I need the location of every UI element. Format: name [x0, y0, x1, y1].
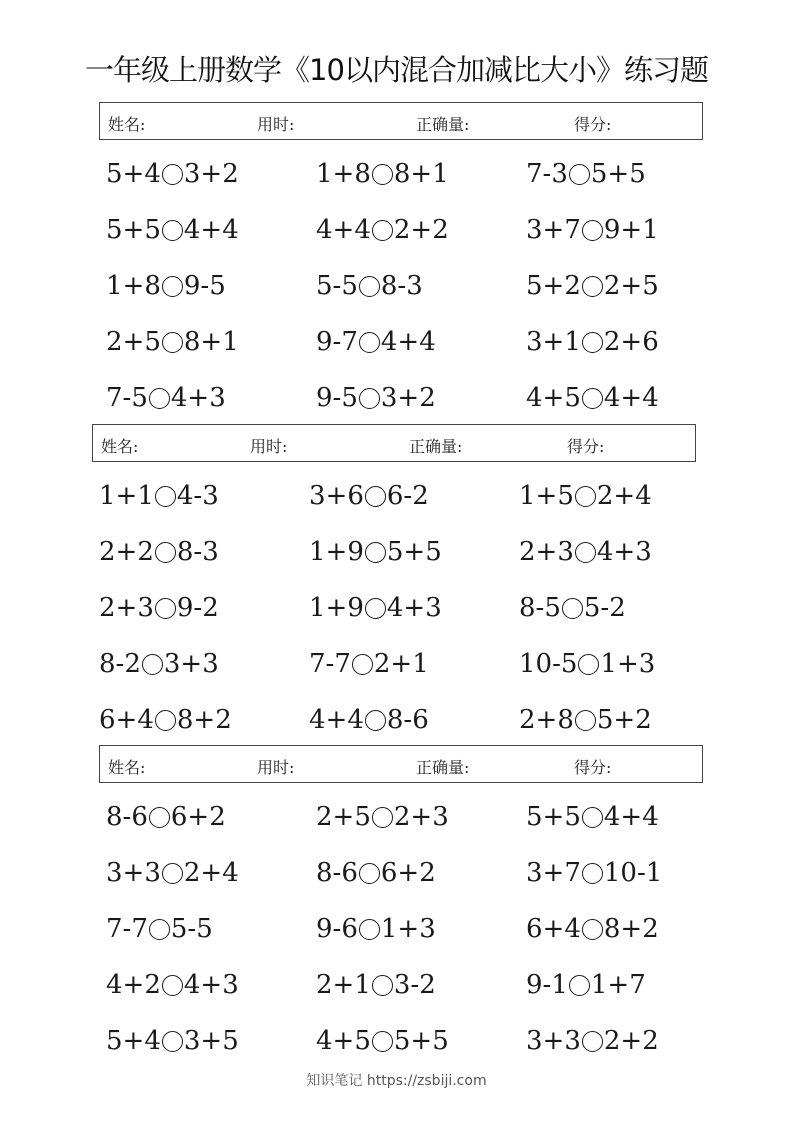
- comparison-problem: [316, 378, 436, 418]
- left-expression: 2+5: [316, 802, 371, 832]
- comparison-problem: [106, 266, 226, 306]
- score-label: 得分:: [567, 437, 605, 456]
- comparison-problem: [309, 476, 429, 516]
- correct-label: 正确量:: [409, 437, 463, 456]
- left-expression: 3+1: [526, 327, 581, 357]
- right-expression: 2+5: [603, 271, 659, 301]
- comparison-problem: [106, 909, 213, 949]
- right-expression: 2+4: [183, 858, 239, 888]
- answer-circle[interactable]: [359, 332, 380, 353]
- comparison-problem: [309, 644, 429, 684]
- page-title: 一年级上册数学《10以内混合加减比大小》练习题: [85, 53, 708, 87]
- answer-circle[interactable]: [162, 220, 183, 241]
- comparison-problem: [106, 378, 226, 418]
- answer-circle[interactable]: [365, 486, 386, 507]
- student-info-box-2: [92, 424, 696, 462]
- student-info-box-1: [99, 102, 703, 140]
- answer-circle[interactable]: [162, 1031, 183, 1052]
- left-expression: 2+8: [519, 705, 574, 735]
- left-expression: 9-7: [316, 327, 358, 357]
- right-expression: 4-3: [176, 481, 219, 511]
- left-expression: 1+5: [519, 481, 574, 511]
- answer-circle[interactable]: [372, 807, 393, 828]
- right-expression: 4+4: [603, 802, 659, 832]
- answer-circle[interactable]: [372, 164, 393, 185]
- answer-circle[interactable]: [575, 486, 596, 507]
- left-expression: 8-6: [316, 858, 358, 888]
- right-expression: 3+3: [163, 649, 219, 679]
- answer-circle[interactable]: [162, 975, 183, 996]
- left-expression: 7-7: [309, 649, 351, 679]
- left-expression: 1+9: [309, 593, 364, 623]
- comparison-problem: [526, 1021, 659, 1061]
- comparison-problem: [526, 378, 659, 418]
- right-expression: 5+5: [590, 159, 646, 189]
- right-expression: 8+1: [183, 327, 239, 357]
- comparison-problem: [99, 476, 219, 516]
- left-expression: 3+3: [526, 1026, 581, 1056]
- right-expression: 5+5: [386, 537, 442, 567]
- comparison-problem: [99, 644, 219, 684]
- left-expression: 8-2: [99, 649, 141, 679]
- right-expression: 4+3: [596, 537, 652, 567]
- right-expression: 8+2: [603, 914, 659, 944]
- comparison-problem: [316, 322, 436, 362]
- left-expression: 1+9: [309, 537, 364, 567]
- comparison-problem: [526, 853, 662, 893]
- footer-watermark: 知识笔记 https://zsbiji.com: [306, 1073, 487, 1089]
- right-expression: 4+3: [183, 970, 239, 1000]
- answer-circle[interactable]: [365, 598, 386, 619]
- left-expression: 7-5: [106, 383, 148, 413]
- left-expression: 8-6: [106, 802, 148, 832]
- left-expression: 6+4: [99, 705, 154, 735]
- time-label: 用时:: [257, 758, 295, 777]
- name-label: 姓名:: [108, 115, 146, 134]
- answer-circle[interactable]: [162, 863, 183, 884]
- left-expression: 3+7: [526, 858, 581, 888]
- left-expression: 9-6: [316, 914, 358, 944]
- answer-circle[interactable]: [569, 164, 590, 185]
- right-expression: 6+2: [170, 802, 226, 832]
- comparison-problem: [526, 797, 659, 837]
- score-label: 得分:: [574, 758, 612, 777]
- comparison-problem: [99, 532, 219, 572]
- comparison-problem: [99, 700, 232, 740]
- answer-circle[interactable]: [149, 388, 170, 409]
- left-expression: 4+4: [309, 705, 364, 735]
- right-expression: 4+4: [603, 383, 659, 413]
- right-expression: 5-5: [170, 914, 213, 944]
- comparison-problem: [526, 210, 659, 250]
- answer-circle[interactable]: [372, 975, 393, 996]
- left-expression: 1+1: [99, 481, 154, 511]
- right-expression: 2+4: [596, 481, 652, 511]
- answer-circle[interactable]: [149, 919, 170, 940]
- right-expression: 3+2: [183, 159, 239, 189]
- right-expression: 1+7: [590, 970, 646, 1000]
- answer-circle[interactable]: [582, 807, 603, 828]
- left-expression: 3+6: [309, 481, 364, 511]
- answer-circle[interactable]: [569, 975, 590, 996]
- right-expression: 5+5: [393, 1026, 449, 1056]
- comparison-problem: [316, 965, 436, 1005]
- left-expression: 4+4: [316, 215, 371, 245]
- name-label: 姓名:: [108, 758, 146, 777]
- right-expression: 6-2: [386, 481, 429, 511]
- comparison-problem: [106, 1021, 239, 1061]
- right-expression: 5+2: [596, 705, 652, 735]
- score-label: 得分:: [574, 115, 612, 134]
- comparison-problem: [316, 210, 449, 250]
- left-expression: 6+4: [526, 914, 581, 944]
- left-expression: 2+2: [99, 537, 154, 567]
- answer-circle[interactable]: [155, 486, 176, 507]
- right-expression: 2+1: [373, 649, 429, 679]
- left-expression: 3+7: [526, 215, 581, 245]
- right-expression: 9+1: [603, 215, 659, 245]
- time-label: 用时:: [257, 115, 295, 134]
- comparison-problem: [106, 965, 239, 1005]
- left-expression: 7-7: [106, 914, 148, 944]
- comparison-problem: [526, 322, 659, 362]
- left-expression: 8-5: [519, 593, 561, 623]
- comparison-problem: [106, 797, 226, 837]
- answer-circle[interactable]: [162, 276, 183, 297]
- right-expression: 6+2: [380, 858, 436, 888]
- answer-circle[interactable]: [162, 164, 183, 185]
- left-expression: 2+3: [99, 593, 154, 623]
- left-expression: 3+3: [106, 858, 161, 888]
- answer-circle[interactable]: [582, 1031, 603, 1052]
- comparison-problem: [316, 909, 436, 949]
- left-expression: 5+5: [526, 802, 581, 832]
- right-expression: 8-6: [386, 705, 429, 735]
- answer-circle[interactable]: [372, 1031, 393, 1052]
- comparison-problem: [519, 700, 652, 740]
- answer-circle[interactable]: [359, 863, 380, 884]
- comparison-problem: [316, 266, 423, 306]
- comparison-problem: [526, 965, 646, 1005]
- answer-circle[interactable]: [352, 654, 373, 675]
- comparison-problem: [519, 532, 652, 572]
- left-expression: 5-5: [316, 271, 358, 301]
- answer-circle[interactable]: [359, 276, 380, 297]
- left-expression: 1+8: [106, 271, 161, 301]
- answer-circle[interactable]: [575, 542, 596, 563]
- right-expression: 1+3: [380, 914, 436, 944]
- right-expression: 9-5: [183, 271, 226, 301]
- answer-circle[interactable]: [578, 654, 599, 675]
- right-expression: 2+6: [603, 327, 659, 357]
- comparison-problem: [519, 476, 652, 516]
- answer-circle[interactable]: [142, 654, 163, 675]
- comparison-problem: [99, 588, 219, 628]
- comparison-problem: [316, 1021, 449, 1061]
- comparison-problem: [316, 853, 436, 893]
- answer-circle[interactable]: [149, 807, 170, 828]
- right-expression: 4+4: [183, 215, 239, 245]
- right-expression: 3+5: [183, 1026, 239, 1056]
- right-expression: 8-3: [380, 271, 423, 301]
- left-expression: 2+5: [106, 327, 161, 357]
- comparison-problem: [309, 532, 442, 572]
- answer-circle[interactable]: [365, 542, 386, 563]
- answer-circle[interactable]: [582, 919, 603, 940]
- answer-circle[interactable]: [372, 220, 393, 241]
- comparison-problem: [519, 588, 626, 628]
- right-expression: 2+2: [393, 215, 449, 245]
- name-label: 姓名:: [101, 437, 139, 456]
- right-expression: 1+3: [600, 649, 656, 679]
- right-expression: 5-2: [583, 593, 626, 623]
- student-info-box-3: [99, 745, 703, 783]
- left-expression: 9-5: [316, 383, 358, 413]
- answer-circle[interactable]: [582, 276, 603, 297]
- answer-circle[interactable]: [582, 863, 603, 884]
- right-expression: 9-2: [176, 593, 219, 623]
- right-expression: 8+2: [176, 705, 232, 735]
- left-expression: 9-1: [526, 970, 568, 1000]
- answer-circle[interactable]: [359, 388, 380, 409]
- comparison-problem: [316, 154, 449, 194]
- right-expression: 8+1: [393, 159, 449, 189]
- answer-circle[interactable]: [155, 542, 176, 563]
- left-expression: 5+2: [526, 271, 581, 301]
- right-expression: 2+2: [603, 1026, 659, 1056]
- comparison-problem: [309, 700, 429, 740]
- left-expression: 5+4: [106, 1026, 161, 1056]
- left-expression: 5+5: [106, 215, 161, 245]
- comparison-problem: [526, 154, 646, 194]
- left-expression: 2+1: [316, 970, 371, 1000]
- right-expression: 3-2: [393, 970, 436, 1000]
- right-expression: 4+4: [380, 327, 436, 357]
- right-expression: 4+3: [386, 593, 442, 623]
- answer-circle[interactable]: [562, 598, 583, 619]
- right-expression: 8-3: [176, 537, 219, 567]
- answer-circle[interactable]: [155, 598, 176, 619]
- answer-circle[interactable]: [365, 710, 386, 731]
- comparison-problem: [106, 853, 239, 893]
- comparison-problem: [519, 644, 655, 684]
- time-label: 用时:: [250, 437, 288, 456]
- answer-circle[interactable]: [575, 710, 596, 731]
- answer-circle[interactable]: [582, 220, 603, 241]
- right-expression: 4+3: [170, 383, 226, 413]
- comparison-problem: [526, 266, 659, 306]
- answer-circle[interactable]: [359, 919, 380, 940]
- comparison-problem: [309, 588, 442, 628]
- comparison-problem: [106, 154, 239, 194]
- comparison-problem: [526, 909, 659, 949]
- left-expression: 2+3: [519, 537, 574, 567]
- right-expression: 3+2: [380, 383, 436, 413]
- left-expression: 1+8: [316, 159, 371, 189]
- left-expression: 4+5: [526, 383, 581, 413]
- right-expression: 10-1: [603, 858, 663, 888]
- correct-label: 正确量:: [416, 758, 470, 777]
- answer-circle[interactable]: [155, 710, 176, 731]
- answer-circle[interactable]: [582, 388, 603, 409]
- left-expression: 4+5: [316, 1026, 371, 1056]
- left-expression: 7-3: [526, 159, 568, 189]
- answer-circle[interactable]: [582, 332, 603, 353]
- right-expression: 2+3: [393, 802, 449, 832]
- comparison-problem: [106, 322, 239, 362]
- comparison-problem: [106, 210, 239, 250]
- answer-circle[interactable]: [162, 332, 183, 353]
- correct-label: 正确量:: [416, 115, 470, 134]
- left-expression: 4+2: [106, 970, 161, 1000]
- left-expression: 5+4: [106, 159, 161, 189]
- comparison-problem: [316, 797, 449, 837]
- left-expression: 10-5: [519, 649, 578, 679]
